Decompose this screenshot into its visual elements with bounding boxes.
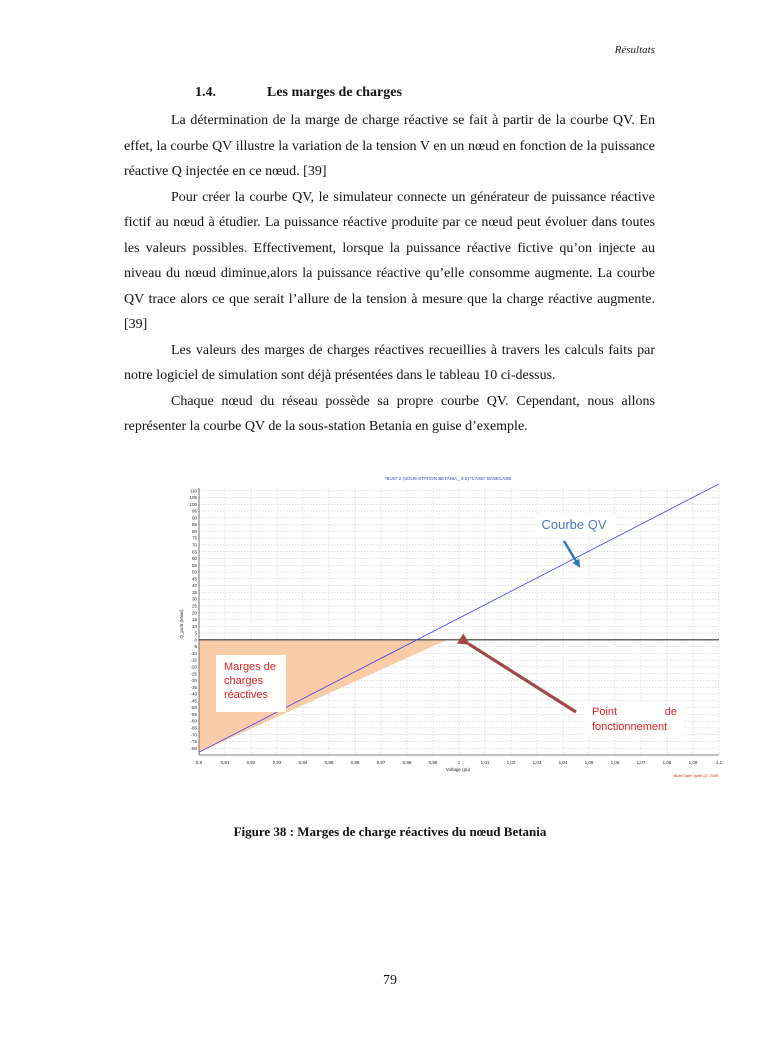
margin-label-line: réactives xyxy=(224,689,269,701)
x-tick-label: 1,03 xyxy=(532,760,542,765)
x-axis-label: Voltage (pu) xyxy=(445,767,471,772)
y-tick-label: 30 xyxy=(191,596,197,602)
y-tick-label: -25 xyxy=(190,671,197,677)
x-tick-label: 1,06 xyxy=(610,760,620,765)
y-tick-label: -30 xyxy=(190,678,197,684)
operating-point-arrow xyxy=(469,644,577,712)
point-label-line1-right: de xyxy=(664,706,677,718)
y-tick-label: 70 xyxy=(191,542,197,548)
y-tick-label: -40 xyxy=(190,691,197,697)
running-header: Résultats xyxy=(614,44,655,56)
y-tick-label: -5 xyxy=(192,644,197,650)
y-tick-label: -10 xyxy=(190,650,197,656)
x-tick-label: 0,91 xyxy=(220,760,230,765)
chart-title: *BUS* 2 (SOUS-STATION BETANIA_ 0,0) *CASE* BASECASE xyxy=(384,476,512,481)
y-tick-label: 35 xyxy=(191,589,197,595)
x-tick-label: 0,97 xyxy=(376,760,386,765)
x-tick-label: 0,99 xyxy=(428,760,438,765)
y-tick-label: 25 xyxy=(191,603,197,609)
section-number: 1.4. xyxy=(195,85,216,100)
x-tick-label: 0,98 xyxy=(402,760,412,765)
y-tick-label: -20 xyxy=(190,664,197,670)
x-tick-label: 1,05 xyxy=(584,760,594,765)
y-tick-label: 0 xyxy=(194,637,197,643)
y-tick-label: -55 xyxy=(190,711,197,717)
y-tick-label: 50 xyxy=(191,569,197,575)
qv-chart-svg xyxy=(172,472,723,782)
y-tick-label: -75 xyxy=(190,739,197,745)
x-tick-label: 0,95 xyxy=(324,760,334,765)
x-tick-label: 1,01 xyxy=(480,760,490,765)
x-tick-label: 0,96 xyxy=(350,760,360,765)
y-tick-label: 45 xyxy=(191,576,197,582)
x-tick-label: 1,02 xyxy=(506,760,516,765)
y-tick-label: -15 xyxy=(190,657,197,663)
y-tick-label: -80 xyxy=(190,745,197,751)
y-tick-label: -65 xyxy=(190,725,197,731)
qv-chart xyxy=(172,472,723,782)
section-title-text: Les marges de charges xyxy=(267,85,402,100)
y-tick-label: -70 xyxy=(190,732,197,738)
point-label-line1-left: Point xyxy=(592,706,618,718)
point-label-line2: fonctionnement xyxy=(592,721,668,733)
y-tick-label: -45 xyxy=(190,698,197,704)
y-tick-label: 40 xyxy=(191,583,197,589)
x-tick-label: 1 xyxy=(457,760,461,765)
x-tick-label: 1,09 xyxy=(688,760,698,765)
y-axis-label: Q_pu/n (Mvar) xyxy=(179,609,184,639)
margin-label-line: Marges de xyxy=(224,661,276,673)
y-tick-label: 85 xyxy=(191,522,197,528)
x-tick-label: 0,93 xyxy=(272,760,282,765)
curve-label: Courbe QV xyxy=(541,517,607,532)
y-tick-label: 90 xyxy=(191,515,197,521)
y-tick-label: 60 xyxy=(191,556,197,562)
y-tick-label: 55 xyxy=(191,562,197,568)
y-tick-label: -60 xyxy=(190,718,197,724)
margin-label-line: charges xyxy=(224,675,264,687)
x-tick-label: 1,07 xyxy=(636,760,646,765)
y-tick-label: 20 xyxy=(191,610,197,616)
figure-caption: Figure 38 : Marges de charge réactives du nœud Betania xyxy=(233,824,547,839)
x-tick-label: 0,9 xyxy=(195,760,203,765)
x-tick-label: 1,08 xyxy=(662,760,672,765)
x-tick-label: 1,04 xyxy=(558,760,568,765)
y-tick-label: 100 xyxy=(189,501,197,507)
section-heading xyxy=(195,85,402,101)
y-tick-label: 10 xyxy=(191,623,197,629)
y-tick-label: 110 xyxy=(189,488,197,494)
y-tick-label: 15 xyxy=(191,617,197,623)
y-tick-label: 105 xyxy=(189,495,197,501)
paragraph: Chaque nœud du réseau possède sa propre courbe QV. Cependant, nous allons représenter la courbe QV de la sous-station Betania en guise d’exemple. xyxy=(124,393,655,434)
body-text xyxy=(124,108,655,440)
y-tick-label: 75 xyxy=(191,535,197,541)
paragraph: La détermination de la marge de charge réactive se fait à partir de la courbe QV. En effet, la courbe QV illustre la variation de la tension V en un nœud en fonction de la puissance réactive Q injectée en ce nœud. [39] xyxy=(124,113,655,179)
y-tick-label: 5 xyxy=(194,630,197,636)
paragraph: Pour créer la courbe QV, le simulateur connecte un générateur de puissance réactive fictif au nœud à étudier. La puissance réactive produite par ce nœud peut évoluer dans toutes les valeurs possibles. Effectivement, lorsque la puissance réactive fictive qu’on injecte au niveau du nœud diminue,alors la puissance réactive qu’elle consomme augmente. La courbe QV trace alors ce que serait l’allure de la tension à mesure que la charge réactive augmente. [39] xyxy=(124,189,655,332)
y-tick-label: -50 xyxy=(190,705,197,711)
page-number: 79 xyxy=(383,973,397,988)
paragraph: Les valeurs des marges de charges réactives recueillies à travers les calculs faits par notre logiciel de simulation sont déjà présentées dans le tableau 10 ci-dessus. xyxy=(124,342,655,383)
y-tick-label: 95 xyxy=(191,508,197,514)
y-tick-label: 65 xyxy=(191,549,197,555)
y-tick-label: -35 xyxy=(190,684,197,690)
x-tick-label: 0,92 xyxy=(246,760,256,765)
y-tick-label: 80 xyxy=(191,528,197,534)
build-date: Build Date: syfile 22, 2009 xyxy=(673,774,718,778)
x-tick-label: 1,1 xyxy=(715,760,723,765)
x-tick-label: 0,94 xyxy=(298,760,308,765)
